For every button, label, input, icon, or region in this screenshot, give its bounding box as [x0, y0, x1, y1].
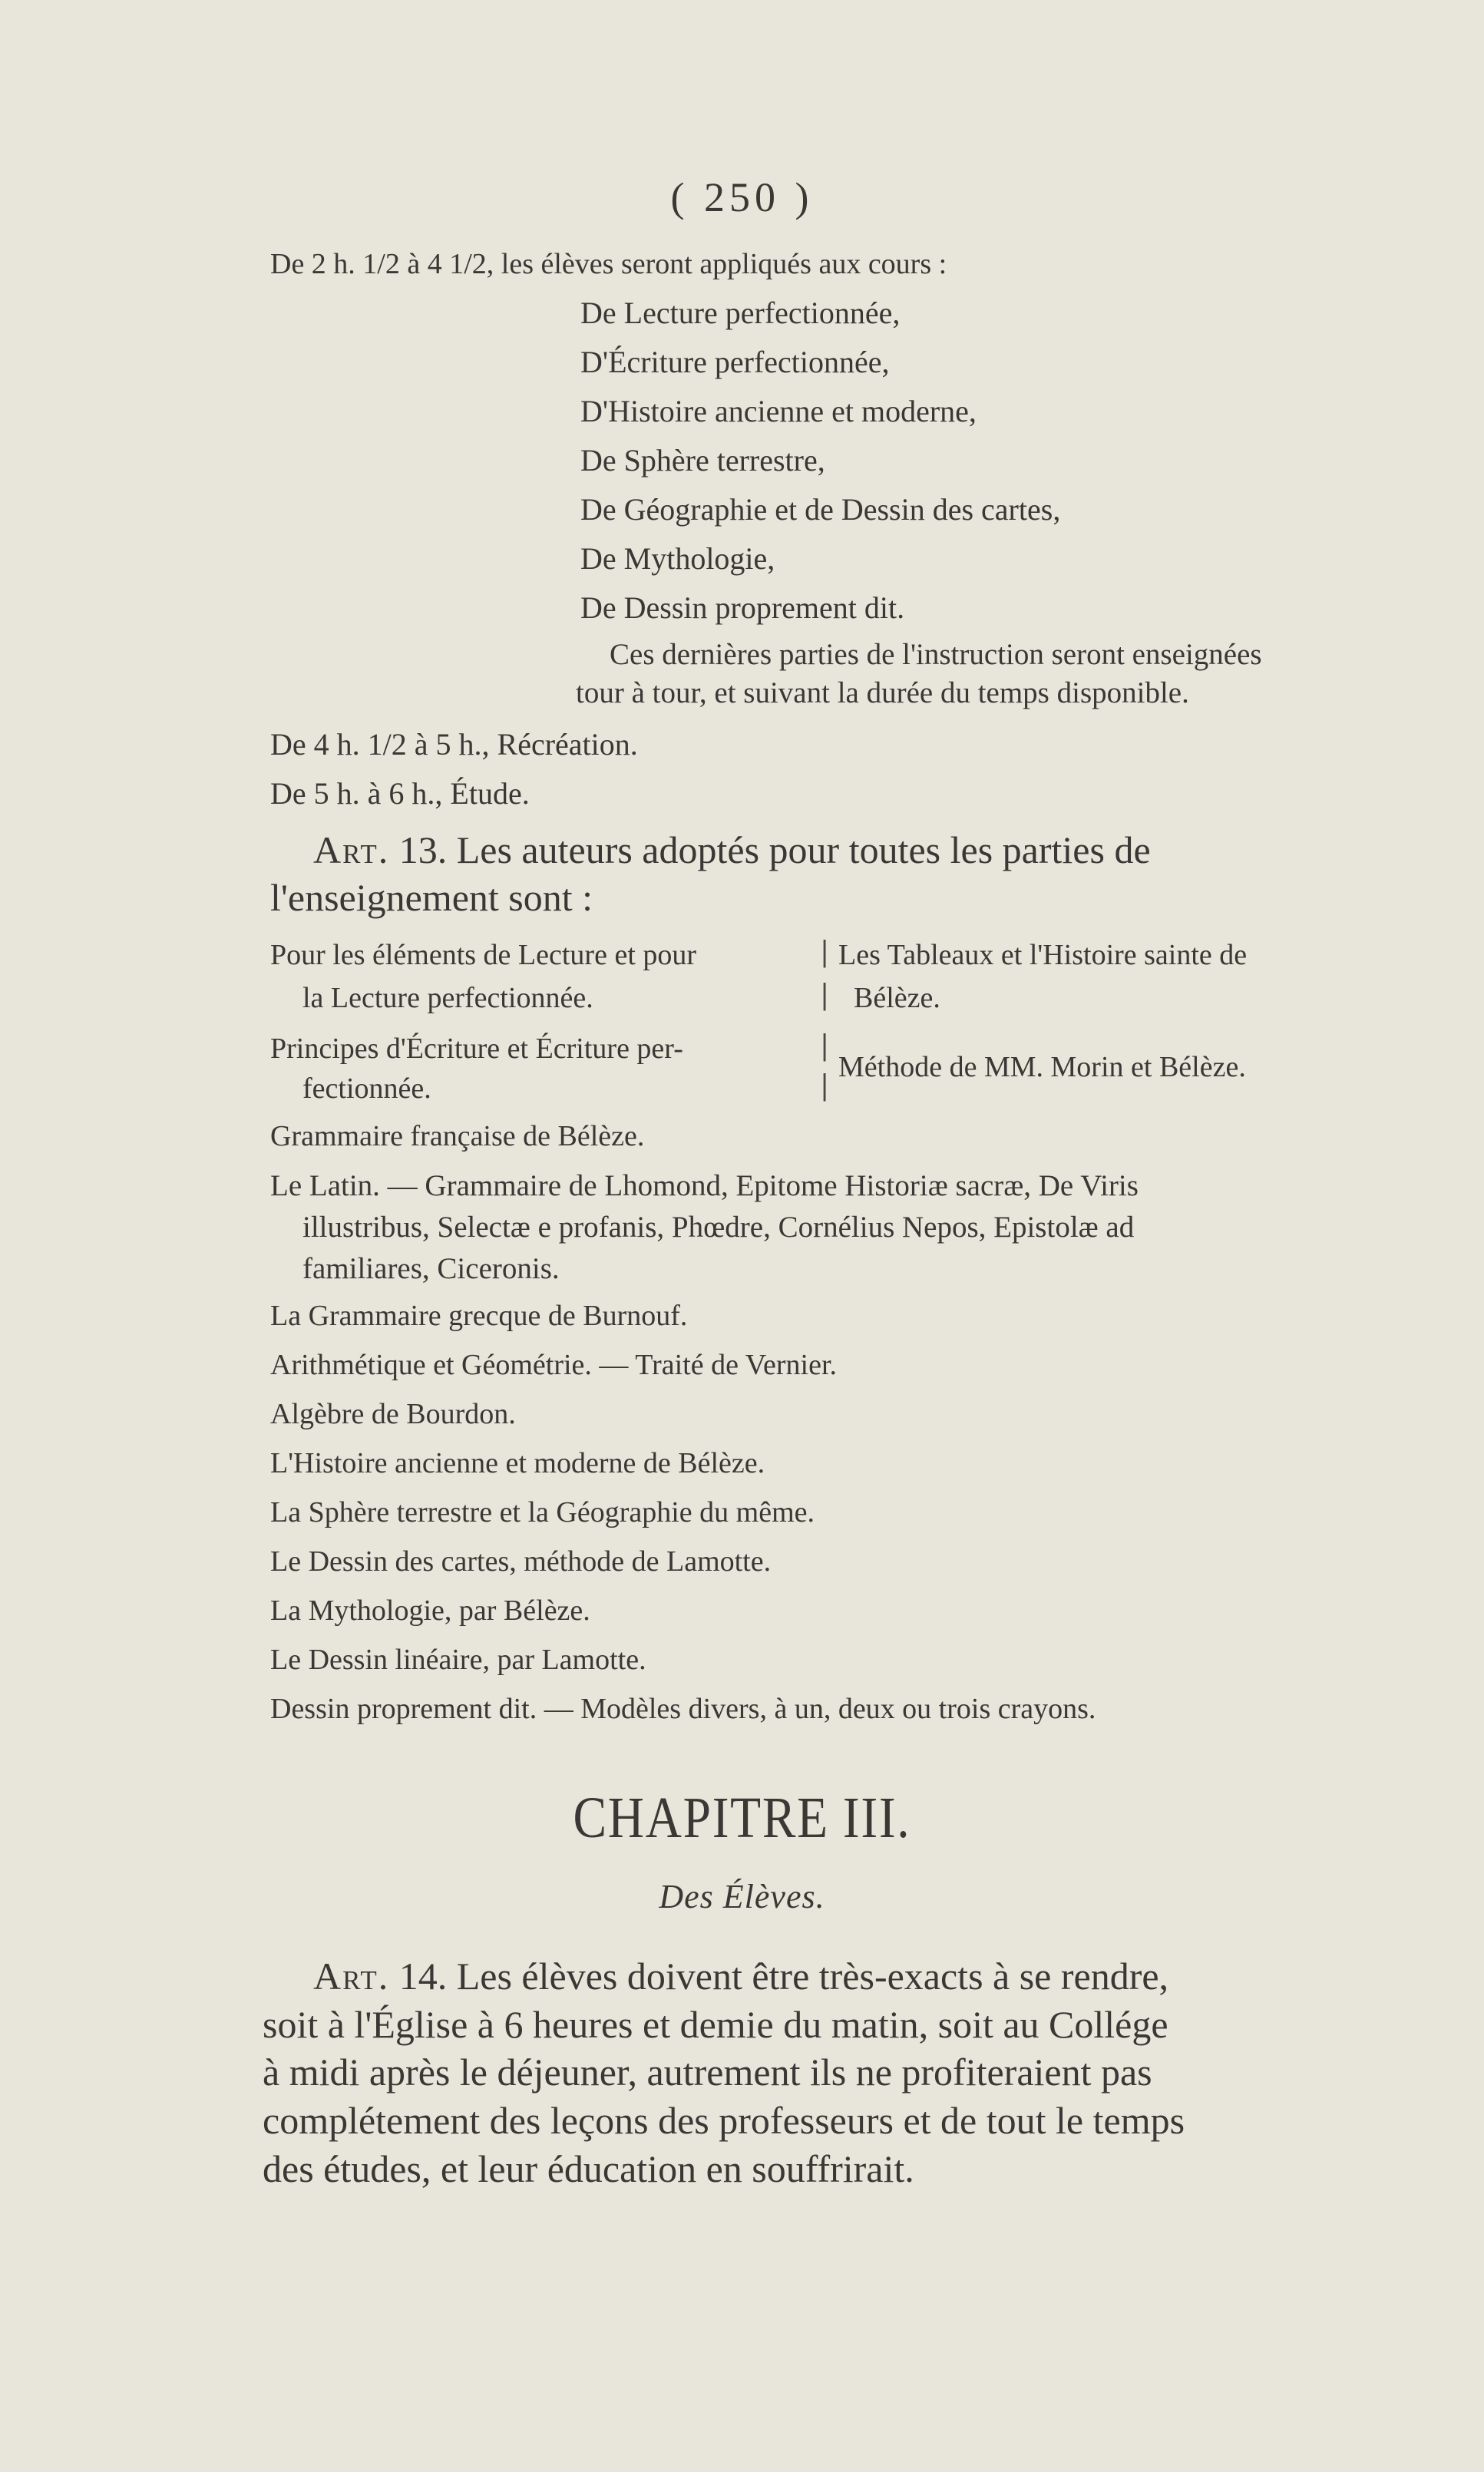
brace-icon: |: [820, 937, 830, 968]
article-number: 14.: [398, 1955, 448, 1998]
author-entry: Le Dessin linéaire, par Lamotte.: [270, 1644, 646, 1676]
course-item: D'Écriture perfectionnée,: [580, 345, 890, 379]
author-entry-reading: la Lecture perfectionnée.: [302, 982, 593, 1014]
article-number: 13.: [398, 828, 448, 871]
course-item: De Lecture perfectionnée,: [580, 296, 901, 330]
author-entry: L'Histoire ancienne et moderne de Bélèze.: [270, 1447, 765, 1479]
chapter-title: CHAPITRE III.: [573, 1786, 911, 1850]
author-entry: La Mythologie, par Bélèze.: [270, 1595, 590, 1627]
author-entry-latin: illustribus, Selectæ e profanis, Phœdre, Cornélius Nepos, Epistolæ ad: [302, 1211, 1135, 1244]
author-entry: Le Dessin des cartes, méthode de Lamotte.: [270, 1545, 772, 1578]
schedule-slot-recreation: De 4 h. 1/2 à 5 h., Récréation.: [270, 727, 638, 762]
author-entry-writing: fectionnée.: [302, 1072, 431, 1105]
article-text: complétement des leçons des professeurs et de tout le temps: [263, 2099, 1185, 2142]
author-source-reading: Bélèze.: [854, 982, 940, 1014]
chapter-subtitle: Des Élèves.: [659, 1878, 825, 1915]
schedule-slot-study: De 5 h. à 6 h., Étude.: [270, 776, 530, 811]
article-text: à midi après le déjeuner, autrement ils ne profiteraient pas: [263, 2051, 1152, 2094]
article-heading: [313, 828, 1151, 872]
brace-icon: |: [820, 1030, 830, 1062]
course-item: De Sphère terrestre,: [580, 443, 825, 478]
page-number: ( 250 ): [670, 174, 814, 220]
article-text: l'enseignement sont :: [270, 876, 593, 919]
course-item: D'Histoire ancienne et moderne,: [580, 394, 977, 428]
course-item: De Dessin proprement dit.: [580, 590, 905, 625]
article-label: Art.: [313, 828, 390, 871]
author-entry-reading: Pour les éléments de Lecture et pour: [270, 939, 697, 971]
author-entry: La Grammaire grecque de Burnouf.: [270, 1300, 688, 1332]
article-text: soit à l'Église à 6 heures et demie du matin, soit au Collége: [263, 2003, 1168, 2046]
author-entry-latin: Le Latin. — Grammaire de Lhomond, Epitome Historiæ sacræ, De Viris: [270, 1169, 1139, 1202]
author-entry: Arithmétique et Géométrie. — Traité de Vernier.: [270, 1349, 838, 1381]
article-label: Art.: [313, 1955, 390, 1998]
author-entry-writing: Principes d'Écriture et Écriture per-: [270, 1033, 683, 1065]
schedule-slot-courses: De 2 h. 1/2 à 4 1/2, les élèves seront appliqués aux cours :: [270, 248, 947, 280]
brace-icon: |: [820, 1070, 830, 1102]
author-entry: Algèbre de Bourdon.: [270, 1398, 516, 1430]
author-entry: Grammaire française de Bélèze.: [270, 1120, 645, 1152]
author-source-writing: Méthode de MM. Morin et Bélèze.: [838, 1051, 1246, 1083]
brace-icon: |: [820, 980, 830, 1011]
article-text: des études, et leur éducation en souffrirait.: [263, 2147, 914, 2190]
article-text: Les auteurs adoptés pour toutes les parties de: [456, 828, 1151, 871]
author-entry: La Sphère terrestre et la Géographie du même.: [270, 1496, 815, 1528]
schedule-note: Ces dernières parties de l'instruction seront enseignées: [610, 638, 1262, 671]
author-entry: Dessin proprement dit. — Modèles divers, à un, deux ou trois crayons.: [270, 1693, 1096, 1725]
author-entry-latin: familiares, Ciceronis.: [302, 1252, 560, 1285]
article-text: Les élèves doivent être très-exacts à se rendre,: [456, 1955, 1169, 1998]
course-item: De Géographie et de Dessin des cartes,: [580, 492, 1061, 527]
course-item: De Mythologie,: [580, 541, 775, 576]
schedule-note: tour à tour, et suivant la durée du temps disponible.: [576, 676, 1189, 709]
article-heading: [313, 1954, 1168, 1998]
author-source-reading: Les Tableaux et l'Histoire sainte de: [838, 939, 1248, 971]
